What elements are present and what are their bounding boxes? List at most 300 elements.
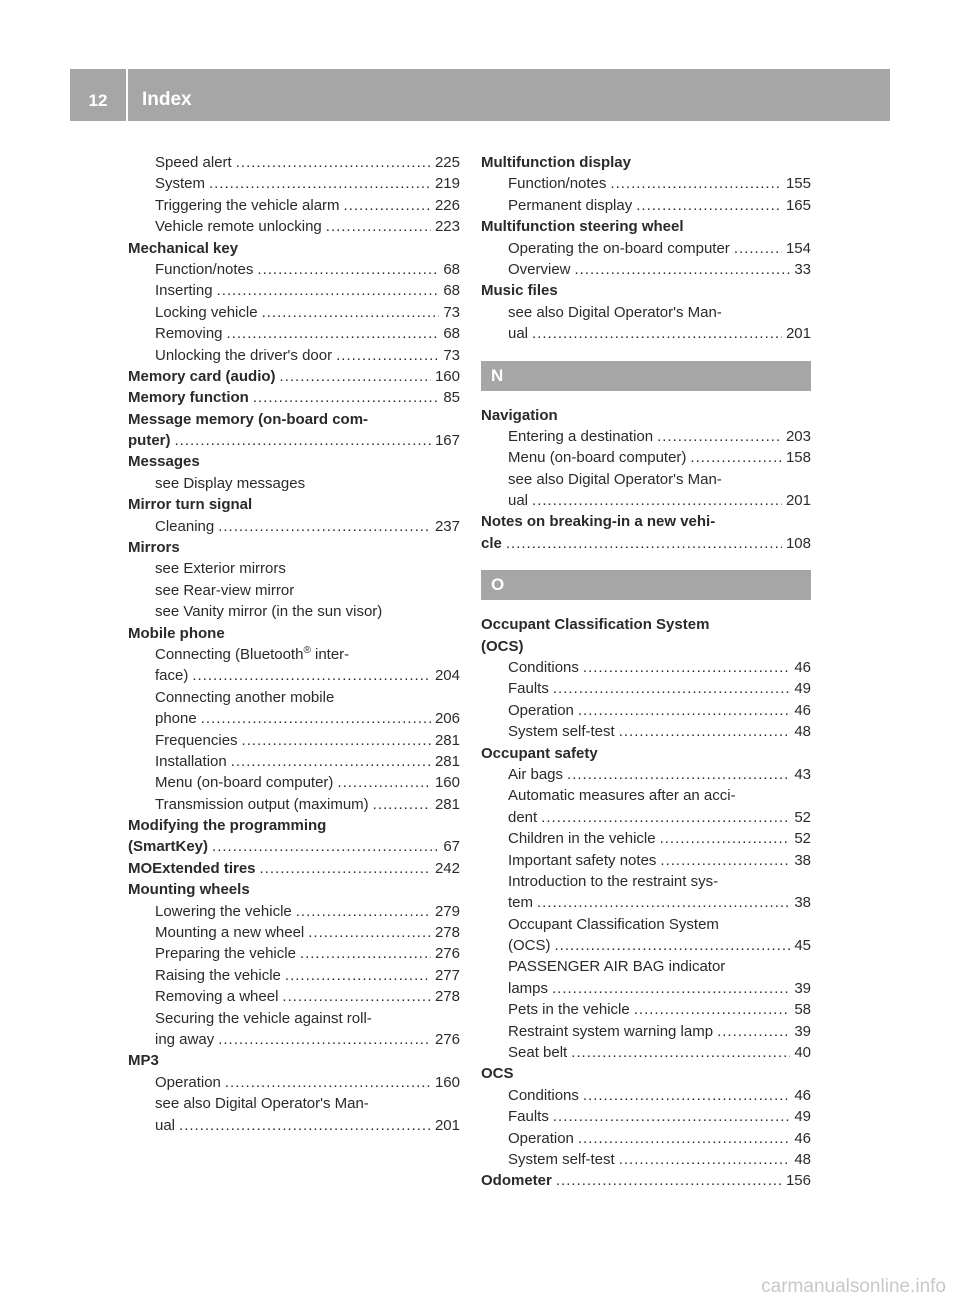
entry-text: Mounting wheels	[128, 881, 250, 899]
entry-text: Lowering the vehicle	[155, 902, 292, 920]
index-column-right	[481, 152, 811, 1192]
page-reference: 237	[434, 517, 460, 535]
entry-text: ual	[508, 492, 529, 510]
leader-dots	[553, 678, 790, 699]
leader-dots	[578, 1128, 790, 1149]
index-entry	[481, 152, 811, 173]
index-subentry	[481, 1106, 811, 1127]
page-reference: 45	[794, 937, 811, 955]
entry-text: Multifunction display	[481, 153, 631, 171]
index-subentry	[481, 978, 811, 999]
page-number: 12	[88, 91, 108, 110]
page-reference: 278	[434, 924, 460, 942]
index-subentry	[481, 490, 811, 511]
letter-heading: O	[481, 570, 811, 600]
page-reference: 68	[443, 325, 460, 343]
page-reference: 277	[434, 966, 460, 984]
index-subentry	[128, 216, 460, 237]
index-entry	[481, 405, 811, 426]
page-reference: 154	[785, 239, 811, 257]
page-reference: 201	[785, 492, 811, 510]
entry-text: see Exterior mirrors	[155, 560, 286, 578]
index-column-left	[128, 152, 460, 1136]
page-reference: 281	[434, 752, 460, 770]
page-reference: 49	[794, 680, 811, 698]
index-subentry	[481, 957, 811, 978]
page-reference: 276	[434, 1031, 460, 1048]
entry-text: puter)	[128, 432, 171, 450]
leader-dots	[660, 828, 791, 849]
entry-text: Installation	[155, 752, 227, 770]
leader-dots	[634, 999, 791, 1020]
index-subentry	[481, 999, 811, 1020]
leader-dots	[571, 1042, 790, 1063]
leader-dots	[209, 173, 431, 194]
leader-dots	[282, 986, 431, 1007]
entry-text: Mirror turn signal	[128, 496, 253, 514]
index-subentry	[128, 302, 460, 323]
entry-text: Mirrors	[128, 539, 180, 557]
index-subentry	[128, 345, 460, 366]
section-title: Index	[142, 89, 192, 110]
index-entry	[481, 743, 811, 764]
leader-dots	[227, 323, 440, 344]
page-header	[70, 69, 890, 121]
entry-text: Music files	[481, 282, 558, 300]
page-reference: 38	[794, 851, 811, 869]
entry-text: ual	[155, 1116, 176, 1134]
index-subentry	[481, 173, 811, 194]
index-subentry	[481, 828, 811, 849]
page-reference: 67	[443, 838, 460, 856]
leader-dots	[192, 665, 431, 686]
page-reference: 225	[434, 153, 460, 171]
watermark: carmanualsonline.info	[761, 1276, 946, 1297]
entry-text: Faults	[508, 1108, 549, 1126]
index-subentry	[128, 1115, 460, 1136]
page-reference: 85	[443, 389, 460, 407]
page-reference: 219	[434, 175, 460, 193]
leader-dots	[610, 173, 782, 194]
entry-text: see Rear-view mirror	[155, 581, 295, 599]
entry-text: Children in the vehicle	[508, 830, 656, 848]
leader-dots	[717, 1021, 790, 1042]
index-subentry	[481, 447, 811, 468]
page-reference: 108	[785, 534, 811, 552]
index-subentry	[481, 1128, 811, 1149]
leader-dots	[690, 447, 782, 468]
leader-dots	[217, 280, 440, 301]
index-subentry	[128, 986, 460, 1007]
leader-dots	[537, 892, 790, 913]
header-divider	[126, 69, 128, 121]
index-subentry	[481, 323, 811, 344]
leader-dots	[734, 238, 782, 259]
page-reference: 73	[443, 303, 460, 321]
entry-text: Preparing the vehicle	[155, 945, 296, 963]
entry-text: Automatic measures after an acci-	[508, 787, 736, 805]
letter-gap	[481, 345, 811, 361]
index-subentry	[481, 195, 811, 216]
leader-dots	[555, 935, 791, 956]
leader-dots	[578, 700, 790, 721]
page-reference: 46	[794, 659, 811, 677]
page-reference: 160	[434, 774, 460, 792]
entry-text: see Display messages	[155, 474, 306, 492]
index-subentry	[481, 469, 811, 490]
leader-dots	[231, 751, 431, 772]
leader-dots	[619, 1149, 791, 1170]
entry-text: Removing a wheel	[155, 988, 279, 1006]
entry-text: Mounting a new wheel	[155, 924, 305, 942]
entry-text: Occupant safety	[481, 744, 598, 762]
page-reference: 46	[794, 1086, 811, 1104]
page-reference: 156	[785, 1172, 811, 1190]
entry-text: Overview	[508, 260, 571, 278]
page-reference: 223	[434, 218, 460, 236]
index-subentry	[481, 785, 811, 806]
entry-text: System self-test	[508, 1151, 615, 1168]
leader-dots	[326, 216, 431, 237]
leader-dots	[260, 858, 431, 879]
index-entry	[128, 409, 460, 430]
leader-dots	[253, 387, 439, 408]
leader-dots	[556, 1170, 782, 1191]
index-entry	[128, 387, 460, 408]
index-subentry	[481, 850, 811, 871]
index-subentry	[481, 678, 811, 699]
page-reference: 68	[443, 260, 460, 278]
leader-dots	[201, 708, 431, 729]
index-subentry	[128, 644, 460, 665]
page-reference: 165	[785, 196, 811, 214]
entry-text: see also Digital Operator's Man-	[155, 1095, 369, 1113]
index-subentry	[128, 901, 460, 922]
entry-text: Operation	[508, 1129, 574, 1147]
leader-dots	[567, 764, 790, 785]
entry-text: see also Digital Operator's Man-	[508, 303, 722, 321]
page-reference: 52	[794, 808, 811, 826]
index-entry	[128, 238, 460, 259]
index-subentry	[128, 323, 460, 344]
page-reference: 158	[785, 449, 811, 467]
page-reference: 281	[434, 731, 460, 749]
entry-text: System self-test	[508, 723, 615, 741]
index-subentry	[128, 173, 460, 194]
entry-text: Vehicle remote unlocking	[155, 218, 322, 236]
entry-text: Memory function	[128, 389, 249, 407]
entry-text: Raising the vehicle	[155, 966, 281, 984]
index-subentry	[481, 700, 811, 721]
entry-text: Faults	[508, 680, 549, 698]
leader-dots	[296, 901, 431, 922]
index-subentry	[481, 935, 811, 956]
page-reference: 49	[794, 1108, 811, 1126]
entry-text: ual	[508, 325, 529, 343]
entry-text: MP3	[128, 1052, 159, 1070]
index-subentry	[481, 871, 811, 892]
page-reference: 52	[794, 830, 811, 848]
index-subentry	[481, 721, 811, 742]
entry-text: Introduction to the restraint sys-	[508, 872, 719, 890]
page-reference: 39	[794, 979, 811, 997]
index-subentry	[481, 302, 811, 323]
entry-text: Menu (on-board computer)	[508, 449, 687, 467]
page-reference: 155	[785, 175, 811, 193]
index-subentry	[128, 922, 460, 943]
entry-text: Navigation	[481, 406, 558, 424]
entry-text: Transmission output (maximum)	[155, 795, 369, 813]
leader-dots	[212, 837, 439, 858]
leader-dots	[337, 772, 431, 793]
entry-text: Inserting	[155, 282, 213, 300]
index-subentry	[128, 730, 460, 751]
leader-dots	[242, 730, 431, 751]
index-subentry	[128, 280, 460, 301]
entry-text: Operation	[508, 701, 574, 719]
page-reference: 201	[434, 1116, 460, 1134]
leader-dots	[575, 259, 791, 280]
index-subentry	[128, 772, 460, 793]
index-subentry	[481, 914, 811, 935]
page-reference: 204	[434, 667, 460, 685]
index-subentry	[128, 558, 460, 579]
entry-text: MOExtended tires	[128, 859, 256, 877]
index-subentry	[481, 259, 811, 280]
entry-text: lamps	[508, 979, 549, 997]
entry-text: Cleaning	[155, 517, 215, 535]
entry-text: Operation	[155, 1073, 221, 1091]
entry-text: (OCS)	[508, 937, 551, 955]
page-reference: 206	[434, 710, 460, 728]
entry-text: Occupant Classification System	[481, 616, 710, 634]
index-subentry	[128, 687, 460, 708]
index-subentry	[481, 1021, 811, 1042]
leader-dots	[218, 1029, 431, 1050]
entry-text: Operating the on-board computer	[508, 239, 730, 257]
entry-text: Permanent display	[508, 196, 633, 214]
entry-text: PASSENGER AIR BAG indicator	[508, 958, 726, 976]
page-reference: 278	[434, 988, 460, 1006]
page-reference: 46	[794, 701, 811, 719]
letter-heading: N	[481, 361, 811, 391]
index-subentry	[128, 794, 460, 815]
index-subentry	[128, 965, 460, 986]
index-subentry	[481, 1042, 811, 1063]
leader-dots	[236, 152, 431, 173]
index-subentry	[128, 195, 460, 216]
entry-text: OCS	[481, 1065, 514, 1083]
entry-text: Restraint system warning lamp	[508, 1022, 714, 1040]
index-entry	[128, 451, 460, 472]
leader-dots	[541, 807, 790, 828]
index-subentry	[128, 751, 460, 772]
entry-text: Pets in the vehicle	[508, 1001, 630, 1019]
index-subentry	[128, 1008, 460, 1029]
leader-dots	[373, 794, 431, 815]
entry-text: dent	[508, 808, 538, 826]
index-entry	[481, 1063, 811, 1084]
index-subentry	[481, 426, 811, 447]
entry-text: see also Digital Operator's Man-	[508, 470, 722, 488]
leader-dots	[336, 345, 439, 366]
leader-dots	[344, 195, 431, 216]
entry-text: Unlocking the driver's door	[155, 346, 333, 364]
index-subentry	[128, 152, 460, 173]
page-reference: 160	[434, 1073, 460, 1091]
letter-gap	[481, 554, 811, 570]
index-subentry	[128, 601, 460, 622]
page-reference: 46	[794, 1129, 811, 1147]
entry-text: Mobile phone	[128, 624, 225, 642]
entry-text: ing away	[155, 1031, 215, 1048]
entry-text: Function/notes	[508, 175, 607, 193]
index-subentry	[481, 238, 811, 259]
entry-text: System	[155, 175, 206, 193]
leader-dots	[262, 302, 440, 323]
page-reference: 43	[794, 765, 811, 783]
index-entry	[128, 815, 460, 836]
page-reference: 167	[434, 432, 460, 450]
entry-text: Conditions	[508, 659, 579, 677]
entry-text: Notes on breaking-in a new vehi-	[481, 513, 716, 531]
page-reference: 73	[443, 346, 460, 364]
index-entry	[128, 837, 460, 858]
page-reference: 48	[794, 1151, 811, 1168]
index-subentry	[128, 473, 460, 494]
entry-text: Message memory (on-board com-	[128, 410, 369, 428]
leader-dots	[300, 943, 431, 964]
index-entry	[128, 494, 460, 515]
entry-text: Triggering the vehicle alarm	[155, 196, 340, 214]
leader-dots	[506, 533, 782, 554]
entry-text: Function/notes	[155, 260, 254, 278]
entry-text: Menu (on-board computer)	[155, 774, 334, 792]
index-entry	[481, 533, 811, 554]
leader-dots	[553, 1106, 790, 1127]
leader-dots	[583, 1085, 790, 1106]
page-reference: 226	[434, 196, 460, 214]
index-subentry	[128, 708, 460, 729]
leader-dots	[225, 1072, 431, 1093]
entry-text: tem	[508, 894, 534, 912]
entry-text: Locking vehicle	[155, 303, 258, 321]
leader-dots	[532, 323, 782, 344]
entry-text: Important safety notes	[508, 851, 657, 869]
entry-text: Multifunction steering wheel	[481, 218, 684, 236]
index-subentry	[128, 943, 460, 964]
leader-dots	[218, 516, 431, 537]
leader-dots	[552, 978, 790, 999]
entry-text: Connecting (Bluetooth® inter-	[155, 644, 350, 663]
index-subentry	[128, 580, 460, 601]
index-entry	[128, 623, 460, 644]
entry-text: see Vanity mirror (in the sun visor)	[155, 603, 383, 621]
page-reference: 38	[794, 894, 811, 912]
leader-dots	[179, 1115, 431, 1136]
page-reference: 58	[794, 1001, 811, 1019]
index-subentry	[128, 1072, 460, 1093]
leader-dots	[308, 922, 431, 943]
page-reference: 160	[434, 367, 460, 385]
entry-text: Securing the vehicle against roll-	[155, 1009, 372, 1027]
entry-text: Conditions	[508, 1086, 579, 1104]
index-entry	[481, 511, 811, 532]
index-entry	[481, 1170, 811, 1191]
page-reference: 203	[785, 427, 811, 445]
leader-dots	[619, 721, 791, 742]
entry-text: Odometer	[481, 1172, 552, 1190]
page-reference: 68	[443, 282, 460, 300]
index-subentry	[481, 1085, 811, 1106]
index-subentry	[481, 807, 811, 828]
index-subentry	[128, 665, 460, 686]
entry-text: Seat belt	[508, 1044, 568, 1062]
index-entry	[128, 858, 460, 879]
entry-text: (OCS)	[481, 637, 524, 655]
page-reference: 279	[434, 902, 460, 920]
index-entry	[128, 1050, 460, 1071]
entry-text: Memory card (audio)	[128, 367, 276, 385]
entry-text: Air bags	[508, 765, 564, 783]
page-reference: 276	[434, 945, 460, 963]
entry-text: Connecting another mobile	[155, 688, 335, 706]
entry-text: phone	[155, 710, 197, 728]
index-entry	[481, 280, 811, 301]
index-entry	[128, 366, 460, 387]
entry-text: Frequencies	[155, 731, 238, 749]
leader-dots	[257, 259, 439, 280]
leader-dots	[660, 850, 790, 871]
index-subentry	[128, 1029, 460, 1050]
leader-dots	[175, 430, 431, 451]
index-entry	[481, 614, 811, 635]
entry-text: Messages	[128, 453, 200, 471]
entry-text: Speed alert	[155, 153, 232, 171]
entry-text: face)	[155, 667, 189, 685]
index-entry	[481, 216, 811, 237]
index-subentry	[481, 657, 811, 678]
leader-dots	[285, 965, 431, 986]
index-subentry	[128, 259, 460, 280]
entry-text: Modifying the programming	[128, 817, 327, 835]
leader-dots	[280, 366, 431, 387]
entry-text: Entering a destination	[508, 427, 654, 445]
leader-dots	[657, 426, 782, 447]
index-subentry	[481, 892, 811, 913]
leader-dots	[636, 195, 782, 216]
index-subentry	[128, 1093, 460, 1114]
leader-dots	[583, 657, 790, 678]
entry-text: Occupant Classification System	[508, 915, 719, 933]
index-subentry	[481, 1149, 811, 1170]
index-entry	[128, 430, 460, 451]
page-reference: 40	[794, 1044, 811, 1062]
page-reference: 201	[785, 325, 811, 343]
leader-dots	[532, 490, 782, 511]
entry-text: (SmartKey)	[128, 838, 209, 856]
page-reference: 242	[434, 859, 460, 877]
entry-text: cle	[481, 534, 502, 552]
page-reference: 48	[794, 723, 811, 741]
index-subentry	[128, 516, 460, 537]
index-entry	[481, 636, 811, 657]
page-reference: 281	[434, 795, 460, 813]
index-subentry	[481, 764, 811, 785]
page-reference: 39	[794, 1022, 811, 1040]
index-entry	[128, 879, 460, 900]
entry-text: Mechanical key	[128, 239, 239, 257]
